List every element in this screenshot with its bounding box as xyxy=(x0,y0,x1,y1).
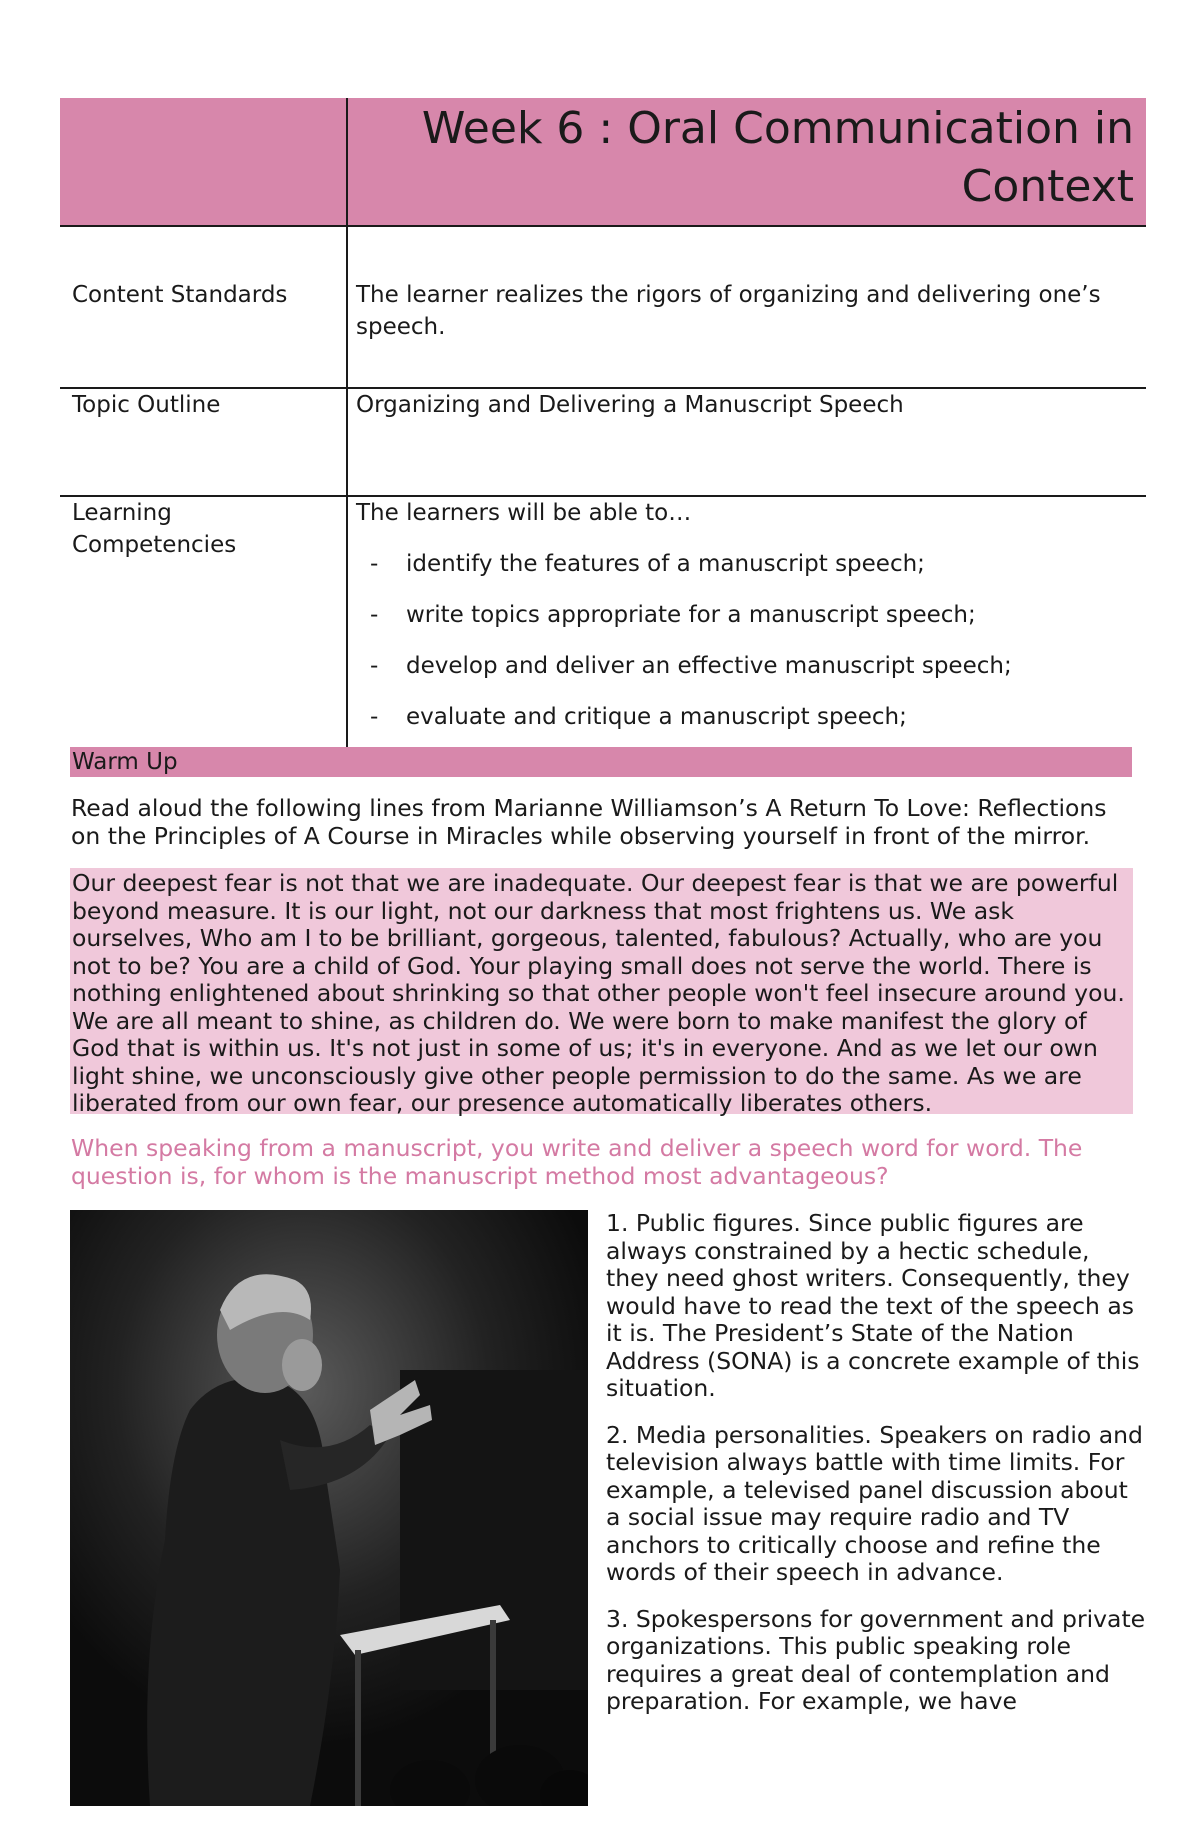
learning-competencies-intro: The learners will be able to… xyxy=(356,500,692,526)
content-standards-value: The learner realizes the rigors of organizing and delivering one’s speech. xyxy=(356,282,1101,340)
point-paragraph: 3. Spokespersons for government and private organizations. This public speaking role requires a great deal of contemplation and preparation. For example, we have xyxy=(606,1604,1146,1715)
topic-outline-value: Organizing and Delivering a Manuscript Speech xyxy=(356,392,904,418)
learning-competencies-label-line1: Learning xyxy=(72,500,172,526)
warmup-heading: Warm Up xyxy=(70,747,1132,777)
point-paragraph: 1. Public figures. Since public figures are always constrained by a hectic schedule, they need ghost writers. Consequently, they would have to read the text of the speech as it is. The President’s State of the Nation Address (SONA) is a concrete example of this situation. xyxy=(606,1209,1140,1402)
list-item: - write topics appropriate for a manuscript speech; xyxy=(356,599,1136,631)
learning-competencies-label-line2: Competencies xyxy=(72,532,237,558)
page-title xyxy=(374,100,1134,216)
question-text: When speaking from a manuscript, you write and deliver a speech word for word. The question is, for whom is the manuscript method most advantageous? xyxy=(71,1134,1083,1190)
topic-outline-label: Topic Outline xyxy=(72,392,221,418)
quote-box: Our deepest fear is not that we are inadequate. Our deepest fear is that we are powerful beyond measure. It is our light, not our darkness that most frightens us. We ask ourselves, Who am I to be brilliant, gorgeous, talented, fabulous? Actually, who are you not to be? You are a child of God. Your playing small does not serve the world. There is nothing enlightened about shrinking so that other people won't feel insecure around you. We are all meant to shine, as children do. We were born to make manifest the glory of God that is within us. It's not just in some of us; it's in everyone. And as we let our own light shine, we unconsciously give other people permission to do the same. As we are liberated from our own fear, our presence automatically liberates others. xyxy=(70,868,1133,1114)
table-column-divider xyxy=(346,227,348,749)
competencies-list xyxy=(356,548,1136,733)
header-divider xyxy=(346,98,348,227)
points-column xyxy=(606,1210,1146,1735)
page-title-line2: Context xyxy=(961,161,1134,212)
point-paragraph: 2. Media personalities. Speakers on radio and television always battle with time limits. For example, a televised panel discussion about a social issue may require radio and TV anchors to critically choose and refine the words of their speech in advance. xyxy=(606,1420,1143,1586)
header-table xyxy=(60,98,1146,227)
learning-competencies-value xyxy=(356,497,1136,733)
info-table xyxy=(60,227,1146,749)
page-title-line1: Week 6 : Oral Communication in xyxy=(421,103,1134,154)
warmup-intro: Read aloud the following lines from Marianne Williamson’s A Return To Love: Reflections on the Principles of A Course in Miracles while observing yourself in front of the mirror. xyxy=(71,794,1107,850)
learning-competencies-label xyxy=(72,497,332,561)
list-item: - develop and deliver an effective manuscript speech; xyxy=(356,650,1136,682)
content-standards-label: Content Standards xyxy=(72,282,288,308)
list-item: - evaluate and critique a manuscript speech; xyxy=(356,701,1136,733)
speaker-illustration xyxy=(70,1210,588,1806)
speaker-photo xyxy=(70,1210,588,1806)
list-item: - identify the features of a manuscript speech; xyxy=(356,548,1136,580)
